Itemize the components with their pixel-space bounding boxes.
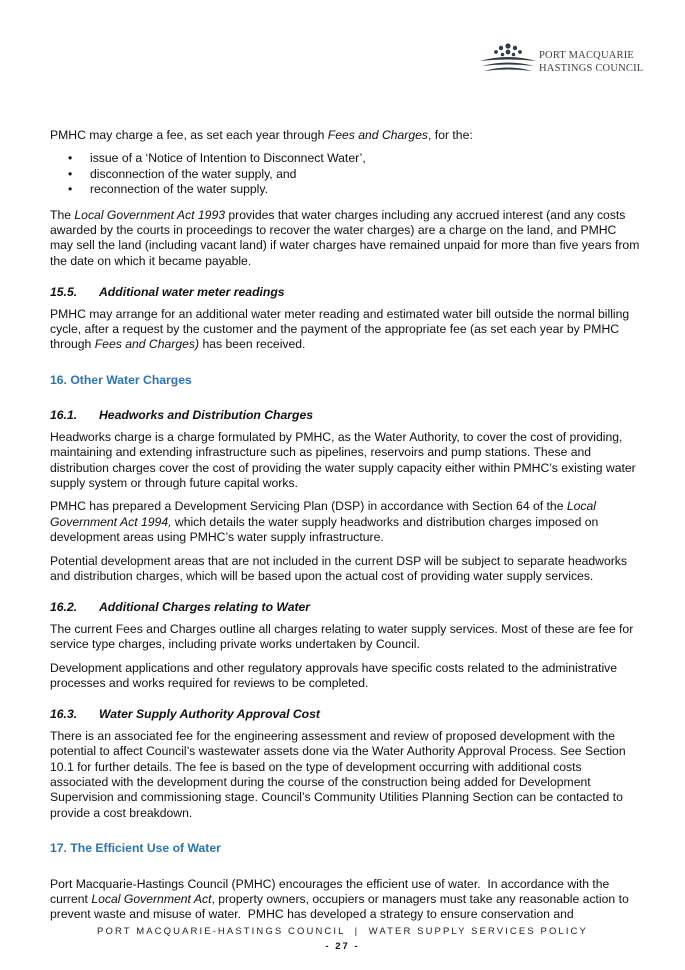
paragraph: PMHC has prepared a Development Servicing Plan (DSP) in accordance with Section 64 of the Local Government Act 1994, which details the water supply headworks and distribution charges imposed on development areas using PMHC’s water supply infrastructure. [50,499,599,545]
paragraph: The Local Government Act 1993 provides that water charges including any accrued interest (and any costs awarded by the courts in proceedings to recover the water charges) are a charge on the land, and PMHC may sell the land (including vacant land) if water charges have remained unpaid for more than five years from the date on which it became payable. [50,207,640,268]
paragraph: PMHC may arrange for an additional water meter reading and estimated water bill outside the normal billing cycle, after a request by the customer and the payment of the appropriate fee (as set each year by PMHC through Fees and Charges) has been received. [50,306,630,352]
paragraph: Potential development areas that are not included in the current DSP will be subject to separate headworks and distribution charges, which will be based upon the actual cost of providing water supply services. [50,553,627,583]
footer-text: PORT MACQUARIE-HASTINGS COUNCIL | WATER SUPPLY SERVICES POLICY [97,926,588,937]
subsection-number: 16.2. [50,600,78,615]
bullet-list [50,151,640,197]
document-body [50,128,640,931]
subsection-title: Additional water meter readings [99,285,285,300]
bullet-item: • issue of a ‘Notice of Intention to Disconnect Water’, [50,151,640,166]
logo-line-1: PORT MACQUARIE [539,50,635,61]
subsection-title: Headworks and Distribution Charges [99,408,313,423]
logo-line-2: HASTINGS COUNCIL [539,62,644,74]
page-number: - 27 - [325,941,360,952]
paragraph: Port Macquarie-Hastings Council (PMHC) encourages the efficient use of water. In accordance with the current Local Government Act, property owners, occupiers or managers must take any reasonable action to prevent waste and misuse of water. PMHC has developed a strategy to ensure conservation and [50,876,629,922]
paragraph: PMHC may charge a fee, as set each year through Fees and Charges, for the: [50,128,473,142]
section-heading: 16. Other Water Charges [50,372,192,387]
paragraph: There is an associated fee for the engineering assessment and review of proposed development with the potential to affect Council’s wastewater assets done via the Water Authority Approval Process. See Section 10.1 for further details. The fee is based on the type of development occurring with additional costs associated with the development during the course of the construction being added for Development Supervision and commissioning stage. Council’s Community Utilities Planning Section can be contacted to provide a cost breakdown. [50,728,626,820]
paragraph: Development applications and other regulatory approvals have specific costs related to the administrative processes and works required for reviews to be completed. [50,660,618,690]
paragraph: The current Fees and Charges outline all charges relating to water supply services. Most of these are fee for service type charges, including private works undertaken by Council. [50,621,634,652]
subsection-heading [50,600,640,615]
subsection-number: 16.1. [50,408,78,423]
subsection-heading [50,285,640,300]
subsection-title: Additional Charges relating to Water [99,600,311,615]
bullet-item: • disconnection of the water supply, and [50,167,640,182]
subsection-heading [50,408,640,423]
logo-text [539,50,643,75]
section-heading: 17. The Efficient Use of Water [50,841,221,856]
subsection-title: Water Supply Authority Approval Cost [99,707,320,722]
subsection-number: 16.3. [50,707,78,722]
subsection-heading [50,707,640,722]
council-logo [478,40,643,76]
council-emblem-icon [478,40,536,76]
paragraph: Headworks charge is a charge formulated by PMHC, as the Water Authority, to cover the cost of providing, maintaining and extending infrastructure such as pipelines, reservoirs and pump stations. These and distribution charges cover the cost of providing the water supply capacity either within PMHC’s existing water supply system or through future capital works. [50,429,636,490]
bullet-item: • reconnection of the water supply. [50,182,640,197]
subsection-number: 15.5. [50,285,78,300]
